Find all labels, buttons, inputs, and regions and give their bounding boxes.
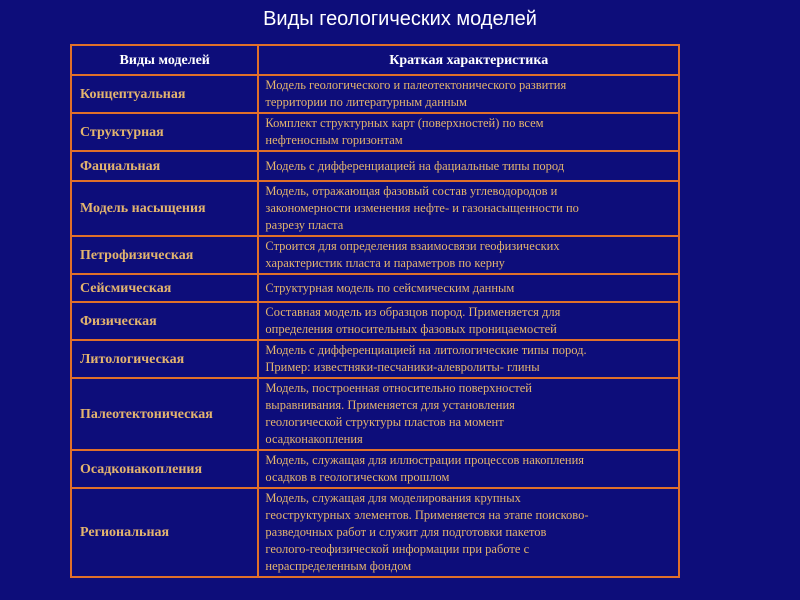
model-description-cell: Модель, отражающая фазовый состав углеводородов и закономерности изменения нефте- и газонасыщенности по разрезу пласта: [258, 181, 679, 236]
model-name-cell: Петрофизическая: [71, 236, 258, 274]
model-description-cell: Модель, построенная относительно поверхностей выравнивания. Применяется для установления геологической структуры пластов на момент осадконакопления: [258, 378, 679, 450]
model-name-cell: Палеотектоническая: [71, 378, 258, 450]
model-name-cell: Концептуальная: [71, 75, 258, 113]
model-description-cell: Модель геологического и палеотектонического развития территории по литературным данным: [258, 75, 679, 113]
model-description-cell: Структурная модель по сейсмическим данным: [258, 274, 679, 302]
model-name-cell: Модель насыщения: [71, 181, 258, 236]
model-name-cell: Физическая: [71, 302, 258, 340]
table-header-row: [71, 45, 679, 75]
model-description-cell: Модель, служащая для моделирования крупных геоструктурных элементов. Применяется на этапе поисково- разведочных работ и служит для подготовки пакетов геолого-геофизической информации при работе с нераспределенным фондом: [258, 488, 679, 577]
table-row: [71, 488, 679, 577]
model-name-cell: Региональная: [71, 488, 258, 577]
model-description-cell: Модель с дифференциацией на литологические типы пород. Пример: известняки-песчаники-алевролиты- глины: [258, 340, 679, 378]
table-row: [71, 181, 679, 236]
table-row: [71, 340, 679, 378]
column-header-description: Краткая характеристика: [258, 45, 679, 75]
page-title: Виды геологических моделей: [263, 8, 537, 30]
model-name-cell: Литологическая: [71, 340, 258, 378]
model-description-cell: Строится для определения взаимосвязи геофизических характеристик пласта и параметров по керну: [258, 236, 679, 274]
table-row: [71, 236, 679, 274]
table-row: [71, 274, 679, 302]
table-row: [71, 378, 679, 450]
model-name-cell: Сейсмическая: [71, 274, 258, 302]
table-row: [71, 151, 679, 181]
table-row: [71, 302, 679, 340]
model-description-cell: Модель с дифференциацией на фациальные типы пород: [258, 151, 679, 181]
model-name-cell: Осадконакопления: [71, 450, 258, 488]
table-row: [71, 450, 679, 488]
model-name-cell: Структурная: [71, 113, 258, 151]
table-row: [71, 113, 679, 151]
model-description-cell: Комплект структурных карт (поверхностей) по всем нефтеносным горизонтам: [258, 113, 679, 151]
column-header-model-type: Виды моделей: [71, 45, 258, 75]
model-description-cell: Модель, служащая для иллюстрации процессов накопления осадков в геологическом прошлом: [258, 450, 679, 488]
model-name-cell: Фациальная: [71, 151, 258, 181]
model-description-cell: Составная модель из образцов пород. Применяется для определения относительных фазовых проницаемостей: [258, 302, 679, 340]
table-row: [71, 75, 679, 113]
models-table: [70, 44, 680, 578]
